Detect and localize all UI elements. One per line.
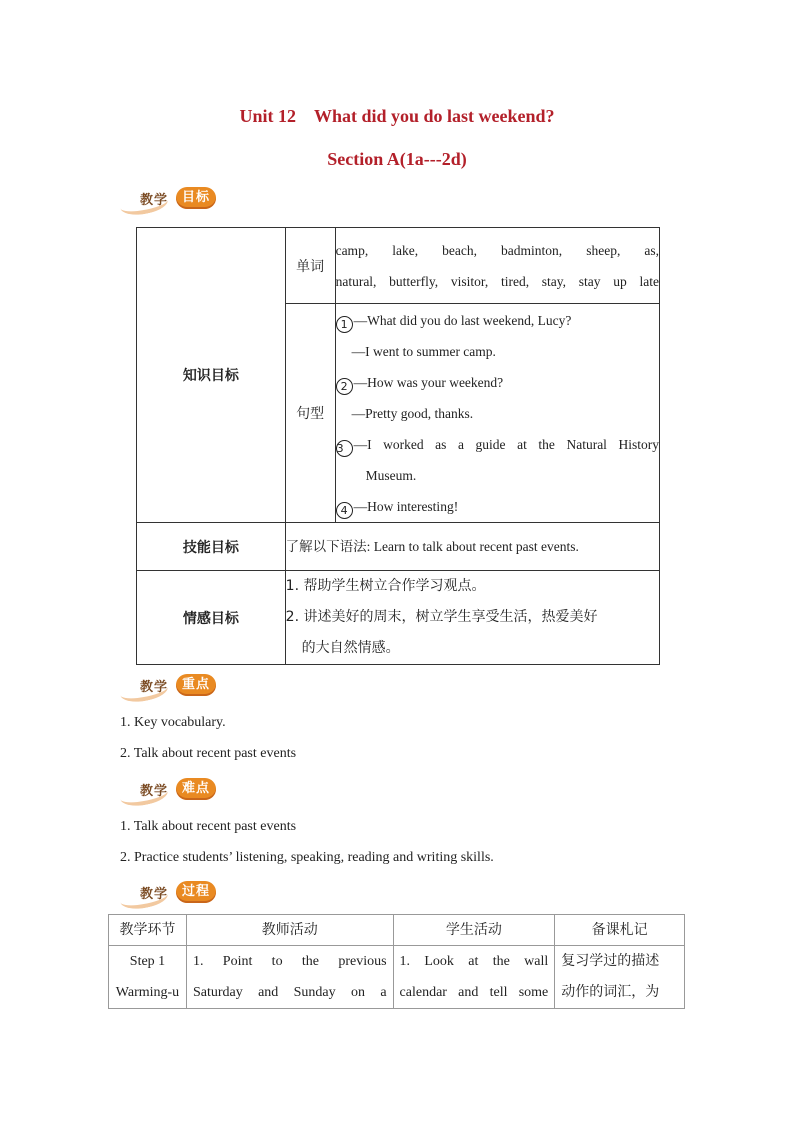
- number-badge: 1: [336, 316, 353, 333]
- sentence-text: —How was your weekend?: [353, 374, 504, 390]
- vocab-label: 单词: [285, 228, 335, 304]
- badge-difficulties: [120, 777, 230, 803]
- unit-title: [0, 106, 794, 127]
- header-cell: 备课札记: [555, 915, 685, 946]
- badge-pill-text: 重点: [176, 674, 216, 696]
- list-item: 1. Talk about recent past events: [120, 819, 297, 834]
- sentence-text: —I worked as a guide at the Natural History: [353, 436, 659, 452]
- vocab-line: natural, butterfly, visitor, tired, stay, stay up late: [335, 273, 659, 289]
- number-badge: 4: [336, 502, 353, 519]
- section-title: Section A(1a---2d): [327, 149, 467, 169]
- sentence-text: —How interesting!: [353, 498, 459, 514]
- unit-question: What did you do last weekend?: [313, 106, 555, 126]
- key-points-list: [120, 707, 296, 769]
- emotion-line: 的大自然情感。: [301, 640, 400, 656]
- sentence-line: Museum.: [365, 467, 417, 483]
- cell-line: Warming-u: [115, 985, 180, 1000]
- sentence-cell: [335, 304, 659, 523]
- sentence-line: [336, 305, 659, 336]
- difficulties-list: [120, 811, 494, 873]
- cell-line: 1. Look at the wall: [399, 954, 549, 969]
- badge-teaching-process: [120, 880, 230, 906]
- number-badge: 2: [336, 378, 353, 395]
- list-item: 1. Key vocabulary.: [120, 715, 226, 730]
- emotion-objective-cell: [285, 571, 659, 665]
- number-badge: 3: [336, 440, 353, 457]
- sentence-text: —What did you do last weekend, Lucy?: [353, 312, 572, 328]
- sentence-line: —I went to summer camp.: [351, 343, 496, 359]
- badge-teaching-objectives: [120, 186, 230, 212]
- cell-line: Step 1: [129, 954, 166, 969]
- header-cell: 教学环节: [109, 915, 187, 946]
- emotion-line: 1. 帮助学生树立合作学习观点。: [285, 578, 486, 594]
- badge-lead-text: 教学: [140, 784, 169, 799]
- badge-pill-text: 难点: [176, 778, 216, 800]
- table-cell: [109, 946, 187, 1009]
- cell-line: 复习学过的描述: [561, 953, 660, 969]
- skill-objective-label: 技能目标: [137, 523, 286, 571]
- table-cell: [393, 946, 555, 1009]
- sentence-line: [336, 491, 659, 522]
- unit-number: Unit 12: [239, 106, 296, 126]
- skill-objective-text: 了解以下语法: Learn to talk about recent past events.: [285, 523, 659, 571]
- table-cell: [186, 946, 393, 1009]
- vocab-cell: [335, 228, 659, 304]
- knowledge-objective-label: 知识目标: [137, 228, 286, 523]
- emotion-line: 2. 讲述美好的周末，树立学生享受生活，热爱美好: [285, 609, 598, 625]
- sentence-line: [336, 429, 659, 460]
- sentence-line: —Pretty good, thanks.: [351, 405, 474, 421]
- cell-line: 1. Point to the previous: [192, 954, 387, 969]
- badge-lead-text: 教学: [140, 193, 169, 208]
- badge-pill-text: 目标: [176, 187, 216, 209]
- list-item: 2. Talk about recent past events: [120, 746, 297, 761]
- sentence-label: 句型: [285, 304, 335, 523]
- cell-line: calendar and tell some: [399, 985, 549, 1000]
- table-cell: [555, 946, 685, 1009]
- sentence-line: [336, 367, 659, 398]
- process-table: [108, 914, 685, 1009]
- cell-line: 动作的词汇，为: [561, 984, 660, 1000]
- cell-line: Saturday and Sunday on a: [192, 985, 387, 1000]
- badge-lead-text: 教学: [140, 887, 169, 902]
- header-cell: 教师活动: [186, 915, 393, 946]
- emotion-objective-label: 情感目标: [137, 571, 286, 665]
- badge-key-points: [120, 673, 230, 699]
- vocab-line: camp, lake, beach, badminton, sheep, as,: [335, 242, 659, 258]
- header-cell: 学生活动: [393, 915, 555, 946]
- badge-lead-text: 教学: [140, 680, 169, 695]
- list-item: 2. Practice students’ listening, speaking, reading and writing skills.: [120, 850, 494, 865]
- objectives-table: [136, 227, 660, 665]
- badge-pill-text: 过程: [176, 881, 216, 903]
